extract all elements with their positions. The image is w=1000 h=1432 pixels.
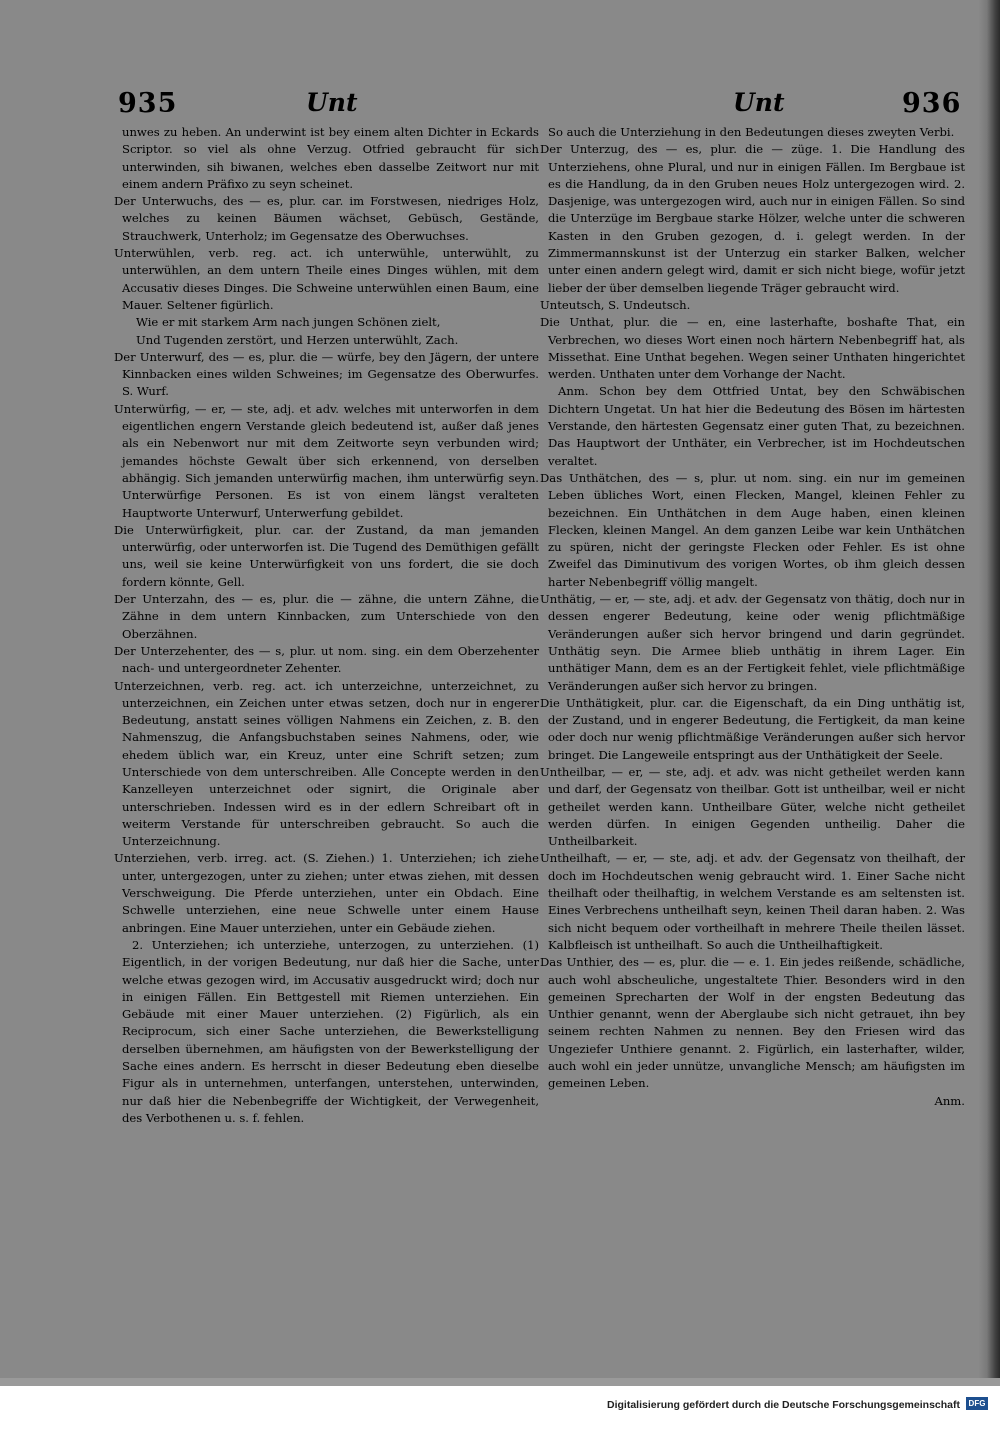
dictionary-entry: Untheilhaft, — er, — ste, adj. et adv. der Gegensatz von theilhaft, der doch im Hochdeutschen wenig gebraucht wird. 1. Einer Sache nicht theilhaft oder theilhaftig, in welchem Verstande es am seltensten ist. Eines Verbrechens untheilhaft seyn, keinen Theil daran haben. 2. Was sich nicht bequem oder vortheilhaft in mehrere Theile theilen lässet. Kalbfleisch ist untheilhaft. So auch die Untheilhaftigkeit. <box>540 851 965 952</box>
dictionary-entry: Der Unterzug, des — es, plur. die — züge. 1. Die Handlung des Unterziehens, ohne Plural, und nur in einigen Fällen. Im Bergbaue ist es die Handlung, da in den Gruben neues Holz untergezogen wird. 2. Dasjenige, was untergezogen wird, auch nur in einigen Fällen. So sind die Unterzüge im Bergbaue starke Hölzer, welche unter die schweren Kasten in den Gruben gezogen, d. i. gelegt werden. In der Zimmermannskunst ist der Unterzug ein starker Balken, welcher unter einen andern gelegt wird, damit er sich nicht biege, wofür jetzt lieber der über demselben liegende Träger gebraucht wird. <box>540 142 965 295</box>
dictionary-entry: Unthätig, — er, — ste, adj. et adv. der Gegensatz von thätig, doch nur in dessen engerer Bedeutung, keine oder wenig pflichtmäßige Veränderungen außer sich hervor bringend und darin gegründet. Unthätig seyn. Die Armee blieb unthätig in ihrem Lager. Ein unthätiger Mann, dem es an der Fertigkeit fehlet, viele pflichtmäßige Veränderungen außer sich hervor zu bringen. <box>540 592 965 693</box>
dictionary-entry: Die Unthat, plur. die — en, eine lasterhafte, boshafte That, ein Verbrechen, wo dieses Wort einen noch härtern Nebenbegriff hat, als Missethat. Eine Unthat begehen. Wegen seiner Unthaten hingerichtet werden. Unthaten unter dem Vorhange der Nacht. <box>540 315 965 382</box>
funding-credit: Digitalisierung gefördert durch die Deutsche Forschungsgemeinschaft <box>607 1399 960 1411</box>
right-running-head: Unt <box>733 88 785 117</box>
left-page-number: 935 <box>118 88 178 119</box>
right-column <box>540 124 965 1110</box>
left-running-head: Unt <box>306 88 358 117</box>
dictionary-entry: Der Unterzahn, des — es, plur. die — zähne, die untern Zähne, die Zähne in dem untern Kinnbacken, zum Unterschiede von den Oberzähnen. <box>114 592 539 641</box>
page-edge-shadow <box>978 0 1000 1386</box>
dictionary-entry: Die Unterwürfigkeit, plur. car. der Zustand, da man jemanden unterwürfig, oder unterworfen ist. Die Tugend des Demüthigen gefällt uns, weil sie keine Unterwürfigkeit von uns fordert, die sie doch fordern könnte, Gell. <box>114 522 539 589</box>
dictionary-entry: Unteutsch, S. Undeutsch. <box>540 297 691 312</box>
dictionary-entry: Die Unthätigkeit, plur. car. die Eigenschaft, da ein Ding unthätig ist, der Zustand, und in engerer Bedeutung, die Fertigkeit, da man keine oder doch nur wenig pflichtmäßige Veränderungen außer sich hervor bringet. Die Langeweile entspringt aus der Unthätigkeit der Seele. <box>540 695 965 762</box>
right-page-number: 936 <box>902 88 962 119</box>
left-column <box>114 124 539 1127</box>
dictionary-entry: Anm. <box>934 1093 965 1108</box>
quotation-line: Und Tugenden zerstört, und Herzen unterwühlt, Zach. <box>136 332 459 347</box>
annotation-paragraph: 2. Unterziehen; ich unterziehe, unterzogen, zu unterziehen. (1) Eigentlich, in der vorigen Bedeutung, nur daß hier die Sache, unter welche etwas gezogen wird, im Accusativ ausgedruckt wird; doch nur in einigen Fällen. Ein Bettgestell mit Riemen unterziehen. Ein Gebäude mit einer Mauer unterziehen. (2) Figürlich, als ein Reciprocum, sich einer Sache unterziehen, die Bewerkstelligung derselben übernehmen, am häufigsten von der Bewerkstelligung der Sache eines andern. Es herrscht in dieser Bedeutung eben dieselbe Figur als in unternehmen, unterfangen, unterstehen, unterwinden, nur daß hier die Nebenbegriffe der Wichtigkeit, der Verwegenheit, des Verbothenen u. s. f. fehlen. <box>122 937 539 1125</box>
dictionary-entry: Unterziehen, verb. irreg. act. (S. Ziehen.) 1. Unterziehen; ich ziehe unter, untergezogen, unter zu ziehen; unter etwas ziehen, mit dessen Verschweigung. Die Pferde unterziehen, unter ein Obdach. Eine Schwelle unterziehen, eine neue Schwelle unter einem Hause anbringen. Eine Mauer unterziehen, unter ein Gebäude ziehen. <box>114 851 539 935</box>
dictionary-entry: Untheilbar, — er, — ste, adj. et adv. was nicht getheilet werden kann und darf, der Gegensatz von theilbar. Gott ist untheilbar, weil er nicht getheilet werden kann. Untheilbare Güter, welche nicht getheilet werden dürfen. In einigen Gegenden untheilig. Daher die Untheilbarkeit. <box>540 764 965 849</box>
quotation-line: Wie er mit starkem Arm nach jungen Schönen zielt, <box>136 315 441 330</box>
dictionary-entry: Das Unthätchen, des — s, plur. ut nom. sing. ein nur im gemeinen Leben übliches Wort, einen Flecken, Mangel, kleinen Fehler zu bezeichnen. Ein Unthätchen in dem Auge haben, einen kleinen Flecken, kleinen Mangel. An dem ganzen Leibe war kein Unthätchen zu spüren, nicht der geringste Flecken oder Fehler. Es ist ohne Zweifel das Diminutivum des vorigen Wortes, ob ihm gleich dessen harter Nebenbegriff völlig mangelt. <box>540 470 965 589</box>
dictionary-entry: Unterwühlen, verb. reg. act. ich unterwühle, unterwühlt, zu unterwühlen, an dem untern Theile eines Dinges wühlen, mit dem Accusativ dieses Dinges. Die Schweine unterwühlen einen Baum, eine Mauer. Seltener figürlich. <box>114 246 539 312</box>
dfg-logo: DFG <box>966 1397 988 1410</box>
scan-bottom-strip <box>0 1378 1000 1386</box>
dictionary-entry: So auch die Unterziehung in den Bedeutungen dieses zweyten Verbi. <box>548 125 955 139</box>
dictionary-entry: unwes zu heben. An underwint ist bey einem alten Dichter in Eckards Scriptor. so viel als ohne Verzug. Otfried gebraucht für sich unterwinden, sih biwanen, welches eben dasselbe Zeitwort nur mit einem andern Präfixo zu seyn scheinet. <box>122 125 539 191</box>
dictionary-entry: Unterzeichnen, verb. reg. act. ich unterzeichne, unterzeichnet, zu unterzeichnen, ein Zeichen unter etwas setzen, doch nur in engerer Bedeutung, anstatt seines völligen Nahmens ein Zeichen, z. B. den Nahmenszug, die Anfangsbuchstaben seines Nahmens, oder, wie ehedem üblich war, ein Kreuz, unter eine Schrift setzen; zum Unterschiede von dem unterschreiben. Alle Concepte werden in den Kanzelleyen unterzeichnet oder signirt, die Originale aber unterschrieben. Indessen wird es in der edlern Schreibart oft in weiterm Verstande für unterschreiben gebraucht. So auch die Unterzeichnung. <box>114 678 539 849</box>
dictionary-entry: Das Unthier, des — es, plur. die — e. 1. Ein jedes reißende, schädliche, auch wohl abscheuliche, ungestaltete Thier. Besonders wird in den gemeinen Sprecharten der Wolf in der engsten Bedeutung das Unthier genannt, wenn der Aberglaube sich nicht getrauet, ihn bey seinem rechten Nahmen zu nennen. Bey den Friesen wird das Ungeziefer Unthiere genannt. 2. Figürlich, ein lasterhafter, wilder, auch wohl ein jeder unnütze, unvangliche Mensch; am häufigsten im gemeinen Leben. <box>540 955 965 1091</box>
dictionary-entry: Der Unterwurf, des — es, plur. die — würfe, bey den Jägern, der untere Kinnbacken eines wilden Schweines; im Gegensatze des Oberwurfes. S. Wurf. <box>114 349 539 399</box>
dictionary-entry: Der Unterzehenter, des — s, plur. ut nom. sing. ein dem Oberzehenter nach- und untergeordneter Zehenter. <box>114 643 539 676</box>
annotation-paragraph: Anm. Schon bey dem Ottfried Untat, bey den Schwäbischen Dichtern Ungetat. Un hat hier die Bedeutung des Bösen im härtesten Verstande, den härtesten Gegensatz einer guten That, zu bezeichnen. Das Hauptwort der Unthäter, ein Verbrecher, ist im Hochdeutschen veraltet. <box>548 384 965 468</box>
dictionary-entry: Unterwürfig, — er, — ste, adj. et adv. welches mit unterworfen in dem eigentlichen engern Verstande gleich bedeutend ist, außer daß jenes als ein Nebenwort nur mit dem Zeitworte seyn verbunden wird; jemandes höchste Gewalt über sich erkennend, von derselben abhängig. Sich jemanden unterwürfig machen, ihm unterwürfig seyn. Unterwürfige Personen. Es ist von einem längst veralteten Hauptworte Unterwurf, Unterwerfung gebildet. <box>114 401 539 520</box>
footer-bar <box>0 1386 1000 1432</box>
dictionary-entry: Der Unterwuchs, des — es, plur. car. im Forstwesen, niedriges Holz, welches zu keinen Bäumen wächset, Gebüsch, Gestände, Strauchwerk, Unterholz; im Gegensatze des Oberwuchses. <box>114 194 539 243</box>
